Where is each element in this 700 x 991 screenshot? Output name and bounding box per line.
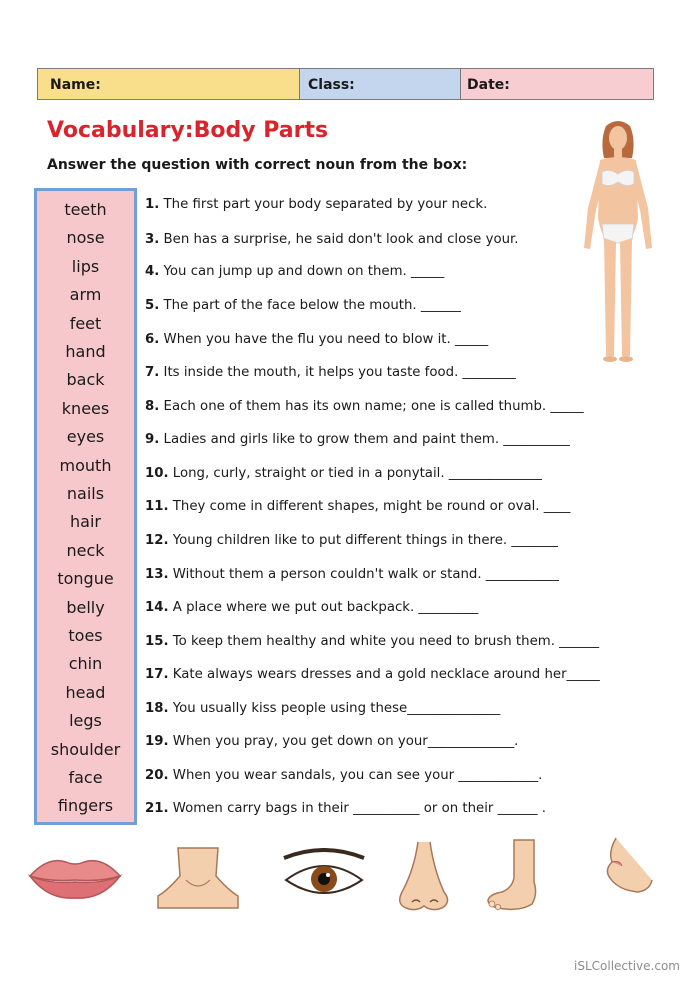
- word-bank-item: shoulder: [50, 739, 121, 759]
- question-text: Without them a person couldn't walk or stand. ___________: [172, 567, 559, 582]
- instructions: Answer the question with correct noun from the box:: [47, 157, 468, 173]
- question-text: Each one of them has its own name; one is called thumb. _____: [163, 399, 584, 414]
- word-bank-item: chin: [68, 654, 103, 674]
- worksheet-title: Vocabulary:Body Parts: [47, 118, 329, 143]
- question-number: 13.: [145, 567, 169, 582]
- question-number: 1.: [145, 197, 160, 212]
- word-bank-item: arm: [69, 285, 102, 305]
- question-text: You can jump up and down on them. _____: [163, 264, 445, 279]
- question-item: [145, 398, 584, 416]
- chin-icon: [598, 836, 654, 894]
- question-number: 21.: [145, 801, 169, 816]
- question-item: [145, 297, 461, 315]
- question-number: 14.: [145, 600, 169, 615]
- question-item: [145, 767, 542, 785]
- question-item: [145, 331, 488, 349]
- word-bank-item: hand: [65, 342, 106, 361]
- word-bank-item: fingers: [57, 796, 114, 816]
- question-text: A place where we put out backpack. _________: [172, 600, 479, 615]
- question-number: 15.: [145, 634, 169, 649]
- question-item: [145, 566, 559, 584]
- name-label: Name:: [50, 77, 101, 93]
- question-item: [145, 800, 546, 818]
- question-item: [145, 231, 518, 249]
- question-number: 10.: [145, 466, 169, 481]
- question-number: 4.: [145, 264, 160, 279]
- word-bank-item: nails: [66, 484, 105, 503]
- question-item: [145, 263, 444, 281]
- question-text: You usually kiss people using these______________: [172, 701, 501, 716]
- question-text: The part of the face below the mouth. ______: [163, 298, 461, 313]
- word-bank-item: nose: [66, 228, 105, 248]
- question-text: Women carry bags in their __________ or on their ______ .: [172, 801, 546, 816]
- question-text: Kate always wears dresses and a gold necklace around her_____: [172, 667, 600, 682]
- question-number: 19.: [145, 734, 169, 749]
- word-bank-item: knees: [61, 398, 110, 418]
- word-bank-item: tongue: [57, 569, 114, 589]
- word-bank-item: lips: [71, 256, 100, 276]
- question-number: 7.: [145, 365, 160, 380]
- question-number: 9.: [145, 432, 160, 447]
- question-text: They come in different shapes, might be round or oval. ____: [172, 499, 571, 514]
- question-text: Ladies and girls like to grow them and paint them. __________: [163, 432, 570, 447]
- neck-icon: [156, 846, 240, 910]
- question-text: When you have the flu you need to blow it. _____: [163, 332, 489, 347]
- word-bank-item: teeth: [64, 200, 107, 219]
- question-item: [145, 431, 570, 449]
- word-bank-item: neck: [66, 540, 105, 560]
- word-bank-item: eyes: [66, 427, 105, 447]
- word-bank-item: back: [66, 370, 105, 390]
- question-item: [145, 465, 542, 483]
- question-number: 5.: [145, 298, 160, 313]
- question-number: 6.: [145, 332, 160, 347]
- date-label: Date:: [467, 77, 510, 93]
- question-item: [145, 364, 516, 382]
- word-bank-item: belly: [66, 597, 105, 617]
- question-item: [145, 666, 600, 684]
- question-text: When you wear sandals, you can see your ____________.: [172, 768, 543, 783]
- question-item: [145, 196, 487, 214]
- word-bank-item: hair: [70, 512, 101, 532]
- question-item: [145, 700, 500, 718]
- question-item: [145, 633, 599, 651]
- footer-watermark: iSLCollective.com: [574, 959, 680, 973]
- question-text: Long, curly, straight or tied in a ponytail. ______________: [172, 466, 542, 481]
- word-bank-item: toes: [68, 626, 103, 645]
- question-number: 3.: [145, 232, 160, 247]
- question-number: 17.: [145, 667, 169, 682]
- question-text: To keep them healthy and white you need to brush them. ______: [172, 634, 600, 649]
- word-bank-item: legs: [69, 711, 102, 731]
- question-number: 8.: [145, 399, 160, 414]
- word-bank-box: [34, 188, 137, 825]
- nose-icon: [394, 840, 456, 914]
- word-bank-item: feet: [69, 313, 102, 333]
- foot-icon: [484, 838, 556, 914]
- question-item: [145, 498, 570, 516]
- word-bank-item: mouth: [59, 455, 112, 475]
- question-item: [145, 733, 518, 751]
- question-text: Ben has a surprise, he said don't look and close your.: [163, 232, 519, 247]
- question-number: 11.: [145, 499, 169, 514]
- question-text: The first part your body separated by your neck.: [163, 197, 488, 212]
- question-item: [145, 599, 478, 617]
- question-text: Its inside the mouth, it helps you taste food. ________: [163, 365, 516, 380]
- word-bank-item: face: [68, 768, 103, 787]
- question-text: Young children like to put different things in there. _______: [172, 533, 558, 548]
- question-number: 12.: [145, 533, 169, 548]
- question-item: [145, 532, 558, 550]
- question-text: When you pray, you get down on your_____________.: [172, 734, 519, 749]
- word-bank-item: head: [65, 682, 106, 702]
- eye-icon: [280, 848, 368, 904]
- lips-icon: [26, 852, 124, 902]
- question-number: 20.: [145, 768, 169, 783]
- class-label: Class:: [308, 77, 355, 93]
- question-number: 18.: [145, 701, 169, 716]
